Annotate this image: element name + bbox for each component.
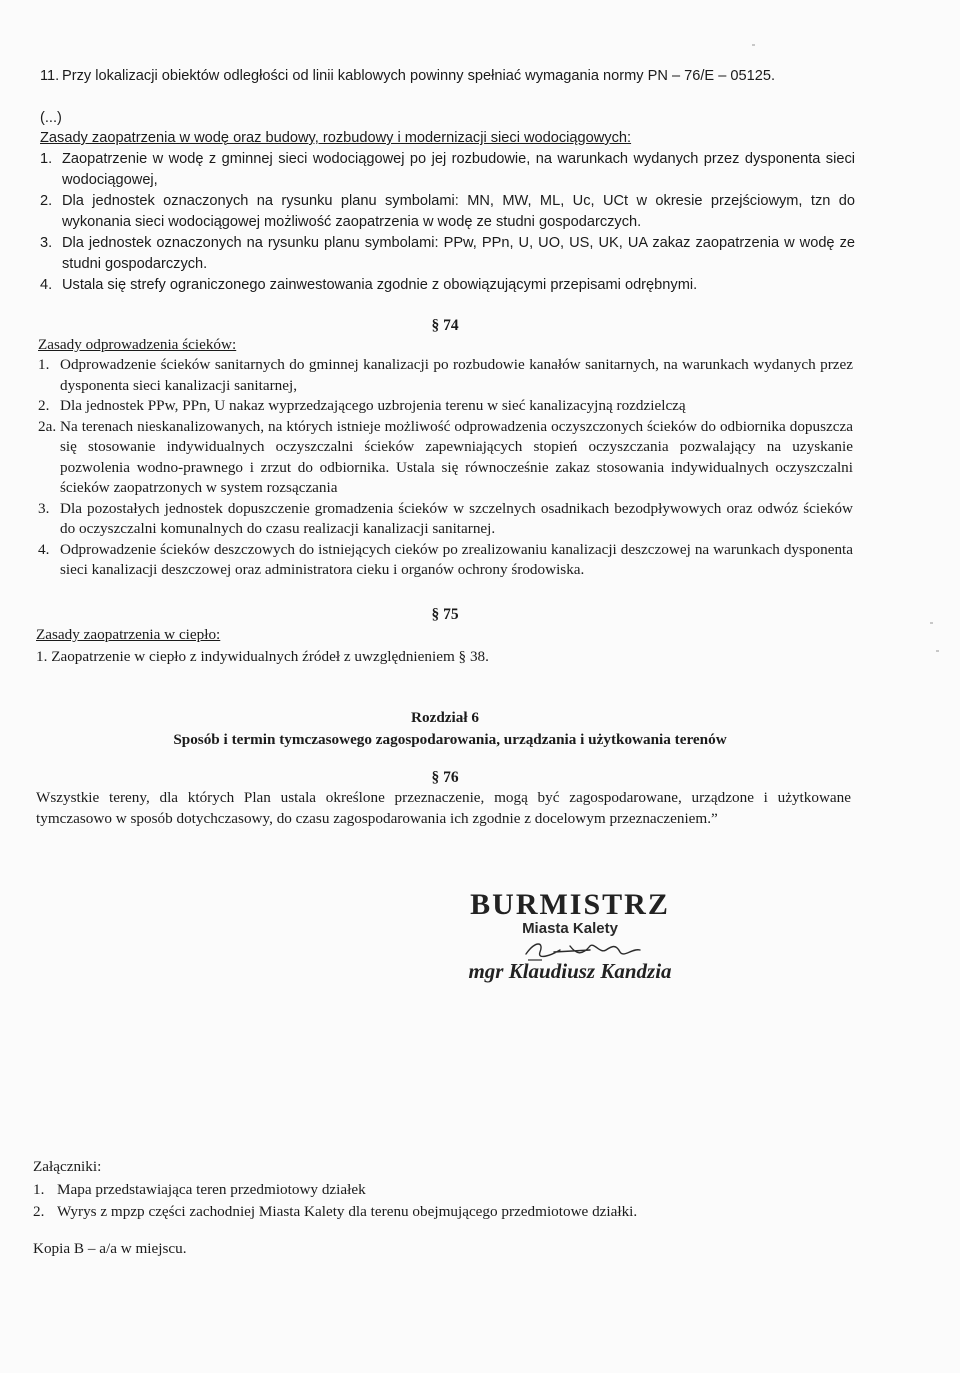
stamp-name: mgr Klaudiusz Kandzia [468, 959, 672, 983]
list-item [38, 499, 853, 540]
item-text: Dla jednostek PPw, PPn, U nakaz wyprzedzającego uzbrojenia terenu w sieć kanalizacyjną rozdzielczą [60, 397, 686, 414]
scan-speck [936, 650, 939, 652]
heat-heading: Zasady zaopatrzenia w ciepło: [36, 626, 221, 643]
list-item [38, 417, 853, 499]
water-heading: Zasady zaopatrzenia w wodę oraz budowy, rozbudowy i modernizacji sieci wodociągowych: [40, 130, 632, 146]
chapter-title: Sposób i termin tymczasowego zagospodarowania, urządzania i użytkowania terenów [173, 731, 727, 748]
list-item [38, 396, 853, 417]
attachments-label: Załączniki: [33, 1158, 102, 1175]
item-number: 2a. [38, 417, 57, 435]
sewage-heading: Zasady odprowadzenia ścieków: [38, 336, 237, 353]
list-item [33, 1202, 863, 1223]
item-number: 4. [40, 277, 53, 293]
water-list [40, 149, 855, 296]
item-number: 4. [38, 540, 50, 558]
water-item-11 [40, 66, 877, 87]
ellipsis: (...) [40, 110, 62, 126]
item-text: Dla jednostek oznaczonych na rysunku planu symbolami: MN, MW, ML, Uc, UCt w okresie przejściowym, tzn do wykonania sieci wodociągowej możliwość zaopatrzenia w wodę ze studni gospodarczych. [62, 193, 855, 230]
list-item [40, 275, 855, 296]
item-number: 3. [38, 499, 50, 517]
item-text: Odprowadzenie ścieków deszczowych do istniejących cieków po zrealizowaniu kanalizacji deszczowej na warunkach dysponenta sieci kanalizacji deszczowej oraz administratora cieku i organów ochrony środowiska. [60, 540, 853, 578]
item-number: 2. [33, 1202, 45, 1220]
item-number: 1. [38, 356, 50, 373]
item-text: Przy lokalizacji obiektów odległości od linii kablowych powinny spełniać wymagania normy PN – 76/E – 05125. [62, 68, 776, 84]
section-75-label: § 75 [431, 606, 459, 623]
stamp-title: BURMISTRZ [470, 888, 670, 921]
sewage-list [38, 355, 853, 581]
section-74-label: § 74 [431, 317, 459, 334]
item-text: Wyrys z mpzp części zachodniej Miasta Kalety dla terenu obejmującego przedmiotowe działki. [57, 1202, 638, 1220]
list-item [40, 191, 855, 232]
handwritten-signature [520, 932, 660, 966]
stamp-subtitle: Miasta Kalety [522, 920, 618, 937]
scan-speck [752, 44, 755, 46]
item-number: 1. [40, 151, 53, 167]
item-text: Ustala się strefy ograniczonego zainwestowania zgodnie z obowiązującymi przepisami odrębnymi. [62, 277, 698, 293]
item-number: 1. [33, 1181, 45, 1198]
list-item [38, 355, 853, 396]
item-number: 2. [40, 193, 53, 209]
copy-note: Kopia B – a/a w miejscu. [33, 1240, 187, 1257]
list-item [40, 233, 855, 274]
list-item [38, 540, 853, 581]
item-number: 2. [38, 397, 50, 414]
heat-item-1: 1. Zaopatrzenie w ciepło z indywidualnych źródeł z uwzględnieniem § 38. [36, 648, 489, 665]
item-text: Dla jednostek oznaczonych na rysunku planu symbolami: PPw, PPn, U, UO, US, UK, UA zakaz zaopatrzenia w wodę ze studni gospodarczych. [62, 235, 855, 272]
scan-speck [930, 622, 933, 624]
item-number: 3. [40, 235, 53, 251]
item-text: Odprowadzenie ścieków sanitarnych do gminnej kanalizacji po rozbudowie kanałów sanitarnych, na warunkach wydanych przez dysponenta sieci kanalizacji sanitarnej, [60, 356, 853, 394]
item-text: Dla pozostałych jednostek dopuszczenie gromadzenia ścieków w szczelnych osadnikach bezodpływowych oraz odwóz ścieków do oczyszczalni komunalnych do czasu realizacji kanalizacji sanitarnej. [60, 499, 853, 537]
item-text: Mapa przedstawiająca teren przedmiotowy działek [57, 1181, 366, 1198]
item-text: Na terenach nieskanalizowanych, na których istnieje możliwość odprowadzenia oczyszczonych ścieków do odbiornika dopuszcza się stosowanie indywidualnych oczyszczalni ścieków zapewniających stopień oczyszczania pozwalający na uzyskanie pozwolenia wodno-prawnego i zrzut do odbiornika. Ustala się równocześnie zakaz stosowania indywidualnych oczyszczalni ścieków zaopatrzonych w system rozsączania [60, 417, 853, 496]
section-76-text: Wszystkie tereny, dla których Plan ustala określone przeznaczenie, mogą być zagospodarowane, urządzone i użytkowane tymczasowo w sposób dotychczasowy, do czasu zagospodarowania ich zgodnie z docelowym przeznaczeniem.” [36, 789, 851, 827]
list-item [33, 1180, 863, 1201]
section-76-label: § 76 [431, 769, 459, 786]
item-number: 11. [40, 68, 60, 84]
list-item [40, 149, 855, 190]
item-text: Zaopatrzenie w wodę z gminnej sieci wodociągowej po jej rozbudowie, na warunkach wydanych przez dysponenta sieci wodociągowej, [62, 151, 855, 188]
chapter-label: Rozdział 6 [411, 709, 479, 726]
attachments-list [33, 1180, 863, 1222]
